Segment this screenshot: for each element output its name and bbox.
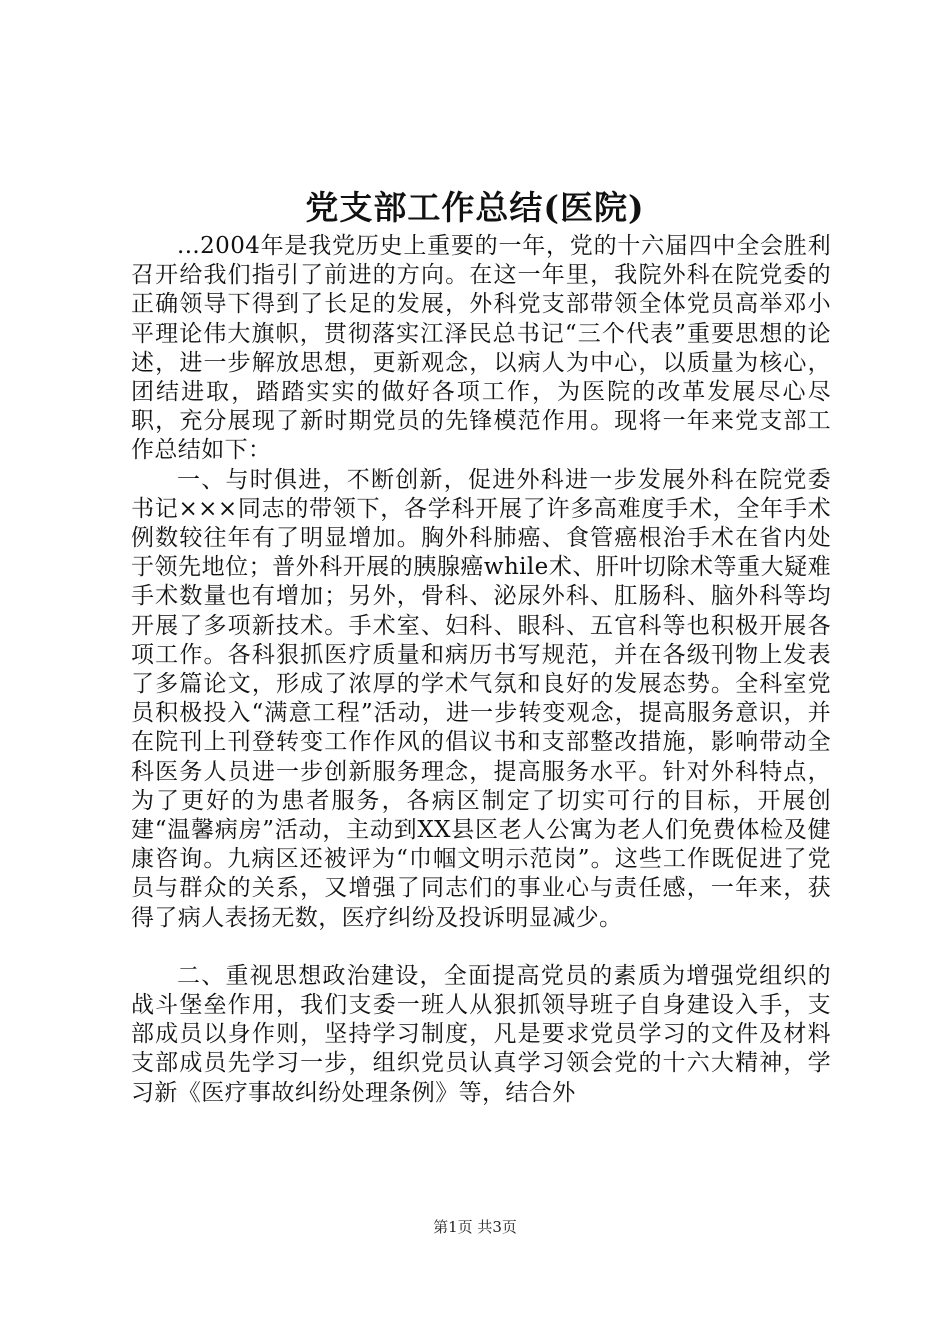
- paragraph-intro: ...2004年是我党历史上重要的一年，党的十六届四中全会胜利召开给我们指引了前进的方向。在这一年里，我院外科在院党委的正确领导下得到了长足的发展，外科党支部带领全体党员高举邓小平理论伟大旗帜，贯彻落实江泽民总书记“三个代表”重要思想的论述，进一步解放思想，更新观念，以病人为中心，以质量为核心，团结进取，踏踏实实的做好各项工作，为医院的改革发展尽心尽职，充分展现了新时期党员的先锋模范作用。现将一年来党支部工作总结如下：: [131, 233, 831, 464]
- page-footer: 第1页 共3页: [433, 1218, 517, 1236]
- paragraph-section-two: 二、重视思想政治建设，全面提高党员的素质为增强党组织的战斗堡垒作用，我们支委一班人从狠抓领导班子自身建设入手，支部成员以身作则，坚持学习制度，凡是要求党员学习的文件及材料支部成员先学习一步，组织党员认真学习领会党的十六大精神，学习新《医疗事故纠纷处理条例》等，结合外: [131, 962, 831, 1106]
- document-title: 党支部工作总结(医院): [305, 188, 645, 227]
- paragraph-section-one: 一、与时俱进，不断创新，促进外科进一步发展外科在院党委书记×××同志的带领下，各学科开展了许多高难度手术，全年手术例数较往年有了明显增加。胸外科肺癌、食管癌根治手术在省内处于领先地位；普外科开展的胰腺癌while术、肝叶切除术等重大疑难手术数量也有增加；另外，骨科、泌尿外科、肛肠科、脑外科等均开展了多项新技术。手术室、妇科、眼科、五官科等也积极开展各项工作。各科狠抓医疗质量和病历书写规范，并在各级刊物上发表了多篇论文，形成了浓厚的学术气氛和良好的发展态势。全科室党员积极投入“满意工程”活动，进一步转变观念，提高服务意识，并在院刊上刊登转变工作作风的倡议书和支部整改措施，影响带动全科医务人员进一步创新服务理念，提高服务水平。针对外科特点，为了更好的为患者服务，各病区制定了切实可行的目标，开展创建“温馨病房”活动，主动到XX县区老人公寓为老人们免费体检及健康咨询。九病区还被评为“巾帼文明示范岗”。这些工作既促进了党员与群众的关系，又增强了同志们的事业心与责任感，一年来，获得了病人表扬无数，医疗纠纷及投诉明显减少。: [131, 466, 831, 931]
- document-body: [131, 232, 831, 1108]
